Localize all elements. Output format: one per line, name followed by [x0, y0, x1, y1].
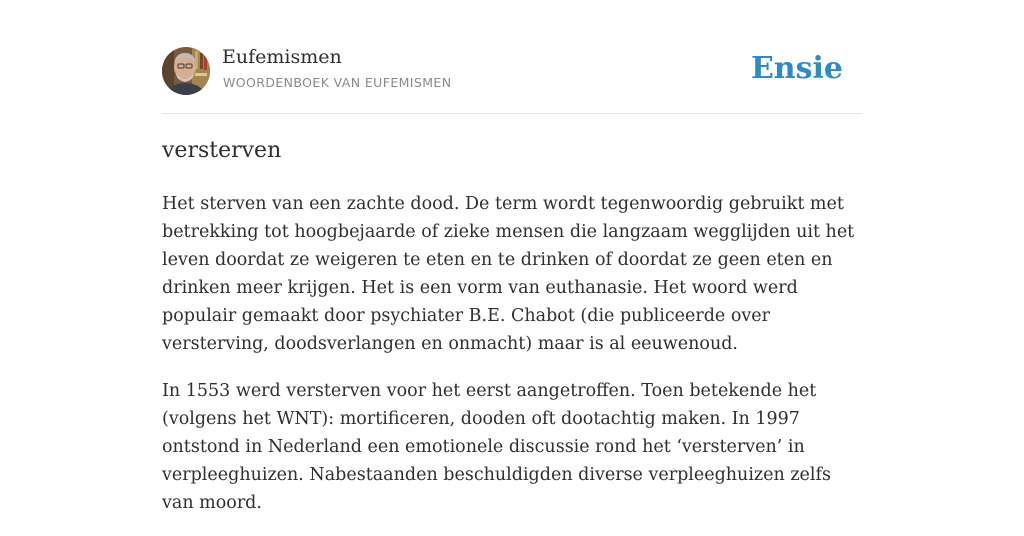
page-header [162, 0, 862, 114]
author-avatar[interactable] [162, 47, 210, 95]
page-container [162, 0, 862, 513]
author-subtitle: WOORDENBOEK VAN EUFEMISMEN [223, 75, 452, 90]
ensie-logo[interactable]: Ensie [750, 51, 843, 86]
entry-term: versterven [162, 138, 282, 163]
author-portrait-icon [162, 47, 210, 95]
definition-paragraph: Het sterven van een zachte dood. De term wordt tegenwoordig gebruikt met betrekking tot hoogbejaarde of zieke mensen die langzaam wegglijden uit het leven doordat ze weigeren te eten en te drinken of doordat ze geen eten en drinken meer krijgen. Het is een vorm van euthanasie. Het woord werd populair gemaakt door psychiater B.E. Chabot (die publiceerde over versterving, doodsverlangen en onmacht) maar is al eeuwenoud. [162, 194, 855, 354]
author-name[interactable]: Eufemismen [222, 46, 342, 68]
entry-definition [162, 190, 862, 536]
definition-paragraph: In 1553 werd versterven voor het eerst aangetroffen. Toen betekende het (volgens het WNT): mortificeren, dooden oft dootachtig maken. In 1997 ontstond in Nederland een emotionele discussie rond het ‘versterven’ in verpleeghuizen. Nabestaanden beschuldigden diverse verpleeghuizen zelfs van moord. [162, 381, 831, 513]
